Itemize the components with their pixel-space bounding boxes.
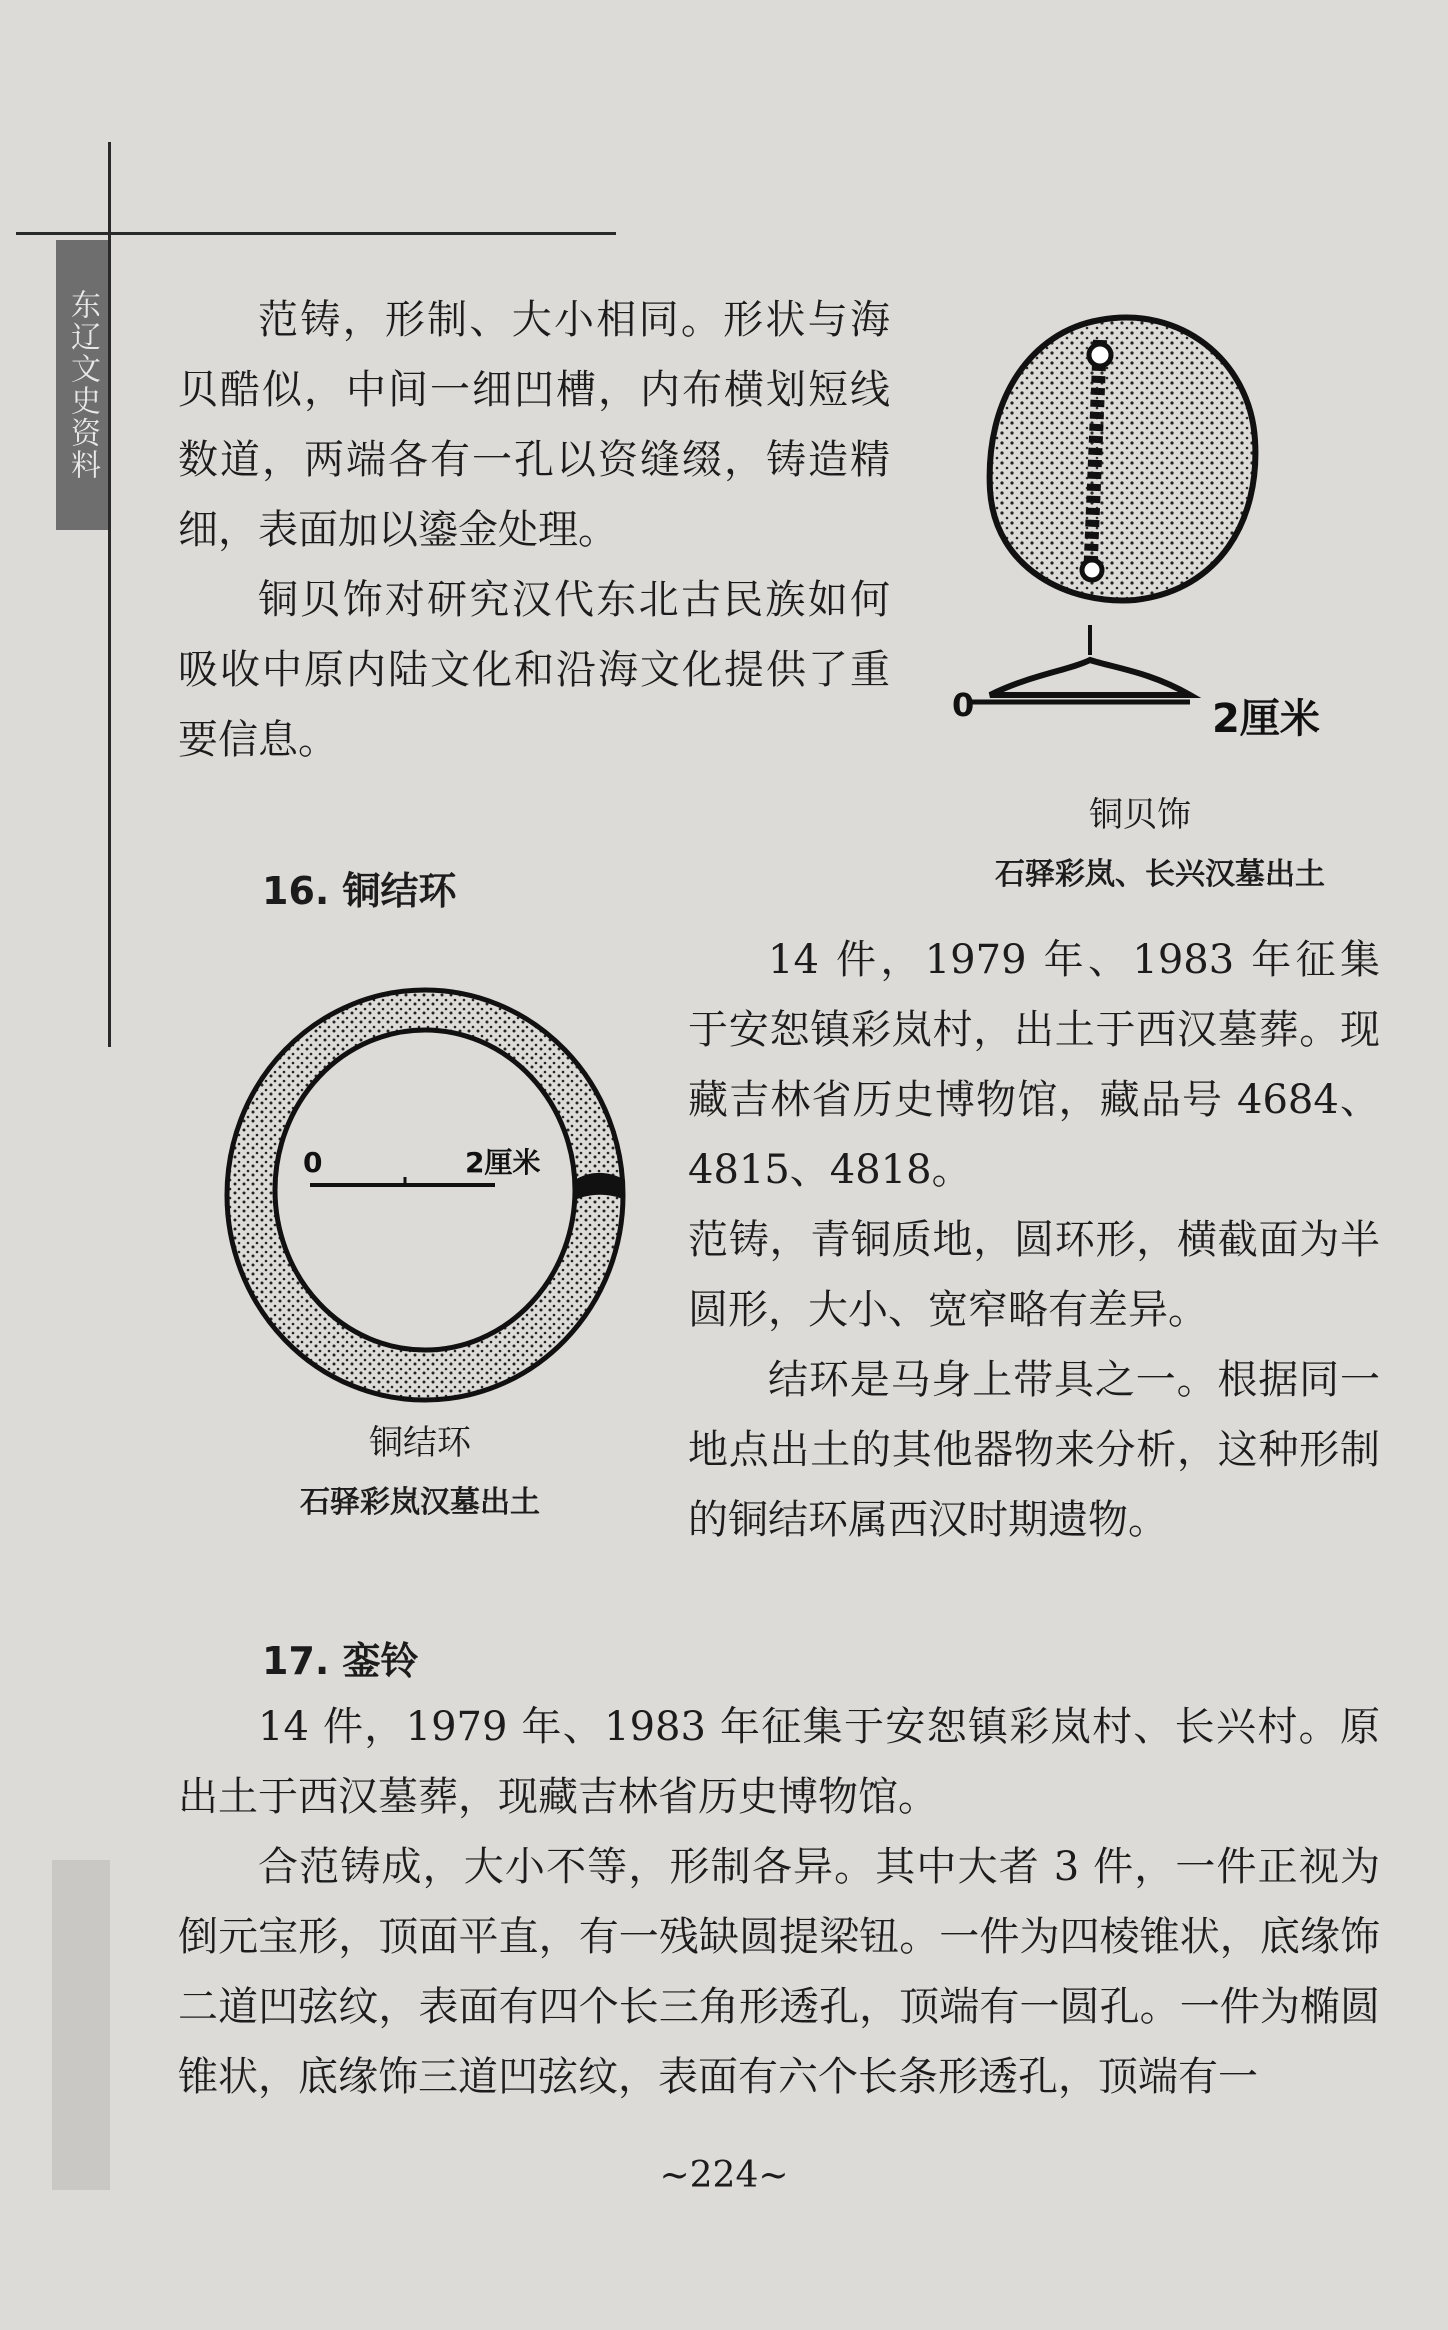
figure-caption-shell-title: 铜贝饰	[1089, 795, 1191, 835]
side-tab-label: 东辽文史资料	[56, 240, 108, 530]
page-number: ~224~	[659, 2155, 789, 2196]
paragraph-bell-provenance: 14 件，1979 年、1983 年征集于安恕镇彩岚村、长兴村。原出土于西汉墓葬，现藏吉林省历史博物馆。	[178, 1704, 1380, 1820]
scale-unit-label: 2厘米	[1212, 696, 1320, 742]
header-horizontal-rule	[16, 232, 616, 235]
figure-caption-shell-subtitle: 石驿彩岚、长兴汉墓出土	[995, 857, 1325, 892]
ring-scale-zero-label: 0	[303, 1146, 323, 1179]
figure-caption-ring-title: 铜结环	[369, 1423, 471, 1463]
section-heading-16: 16. 铜结环	[262, 869, 457, 913]
paragraph-ring-description: 范铸，青铜质地，圆环形，横截面为半圆形，大小、宽窄略有差异。	[688, 1217, 1380, 1333]
bronze-ring-illustration	[215, 975, 635, 1415]
bronze-shell-illustration	[950, 300, 1390, 770]
ring-inner	[275, 1030, 575, 1350]
figure-caption-ring-subtitle: 石驿彩岚汉墓出土	[300, 1485, 540, 1520]
paragraph-ring-dating: 结环是马身上带具之一。根据同一地点出土的其他器物来分析，这种形制的铜结环属西汉时期遗物。	[688, 1357, 1380, 1543]
paragraph-bell-description: 合范铸成，大小不等，形制各异。其中大者 3 件，一件正视为倒元宝形，顶面平直，有一残缺圆提梁钮。一件为四棱锥状，底缘饰二道凹弦纹，表面有四个长三角形透孔，顶端有一圆孔。一件为椭圆锥状，底缘饰三道凹弦纹，表面有六个长条形透孔，顶端有一	[178, 1844, 1380, 2100]
paragraph-bronze-shell-significance: 铜贝饰对研究汉代东北古民族如何吸收中原内陆文化和沿海文化提供了重要信息。	[178, 577, 890, 763]
paragraph-bronze-shell-description: 范铸，形制、大小相同。形状与海贝酷似，中间一细凹槽，内布横划短线数道，两端各有一孔以资缝缀，铸造精细，表面加以鎏金处理。	[178, 297, 890, 553]
margin-vertical-rule	[108, 142, 111, 1047]
shell-cross-section	[990, 660, 1190, 695]
shell-hole-bottom	[1082, 560, 1102, 580]
ring-scale-unit-label: 2厘米	[465, 1146, 541, 1179]
scale-zero-label: 0	[952, 686, 975, 724]
shell-hole-top	[1089, 344, 1111, 366]
side-tab-shade	[52, 1860, 110, 2190]
shell-outline	[990, 318, 1256, 601]
paragraph-ring-provenance: 14 件，1979 年、1983 年征集于安恕镇彩岚村，出土于西汉墓葬。现藏吉林省历史博物馆，藏品号 4684、4815、4818。	[688, 937, 1380, 1193]
section-heading-17: 17. 銮铃	[262, 1639, 419, 1683]
